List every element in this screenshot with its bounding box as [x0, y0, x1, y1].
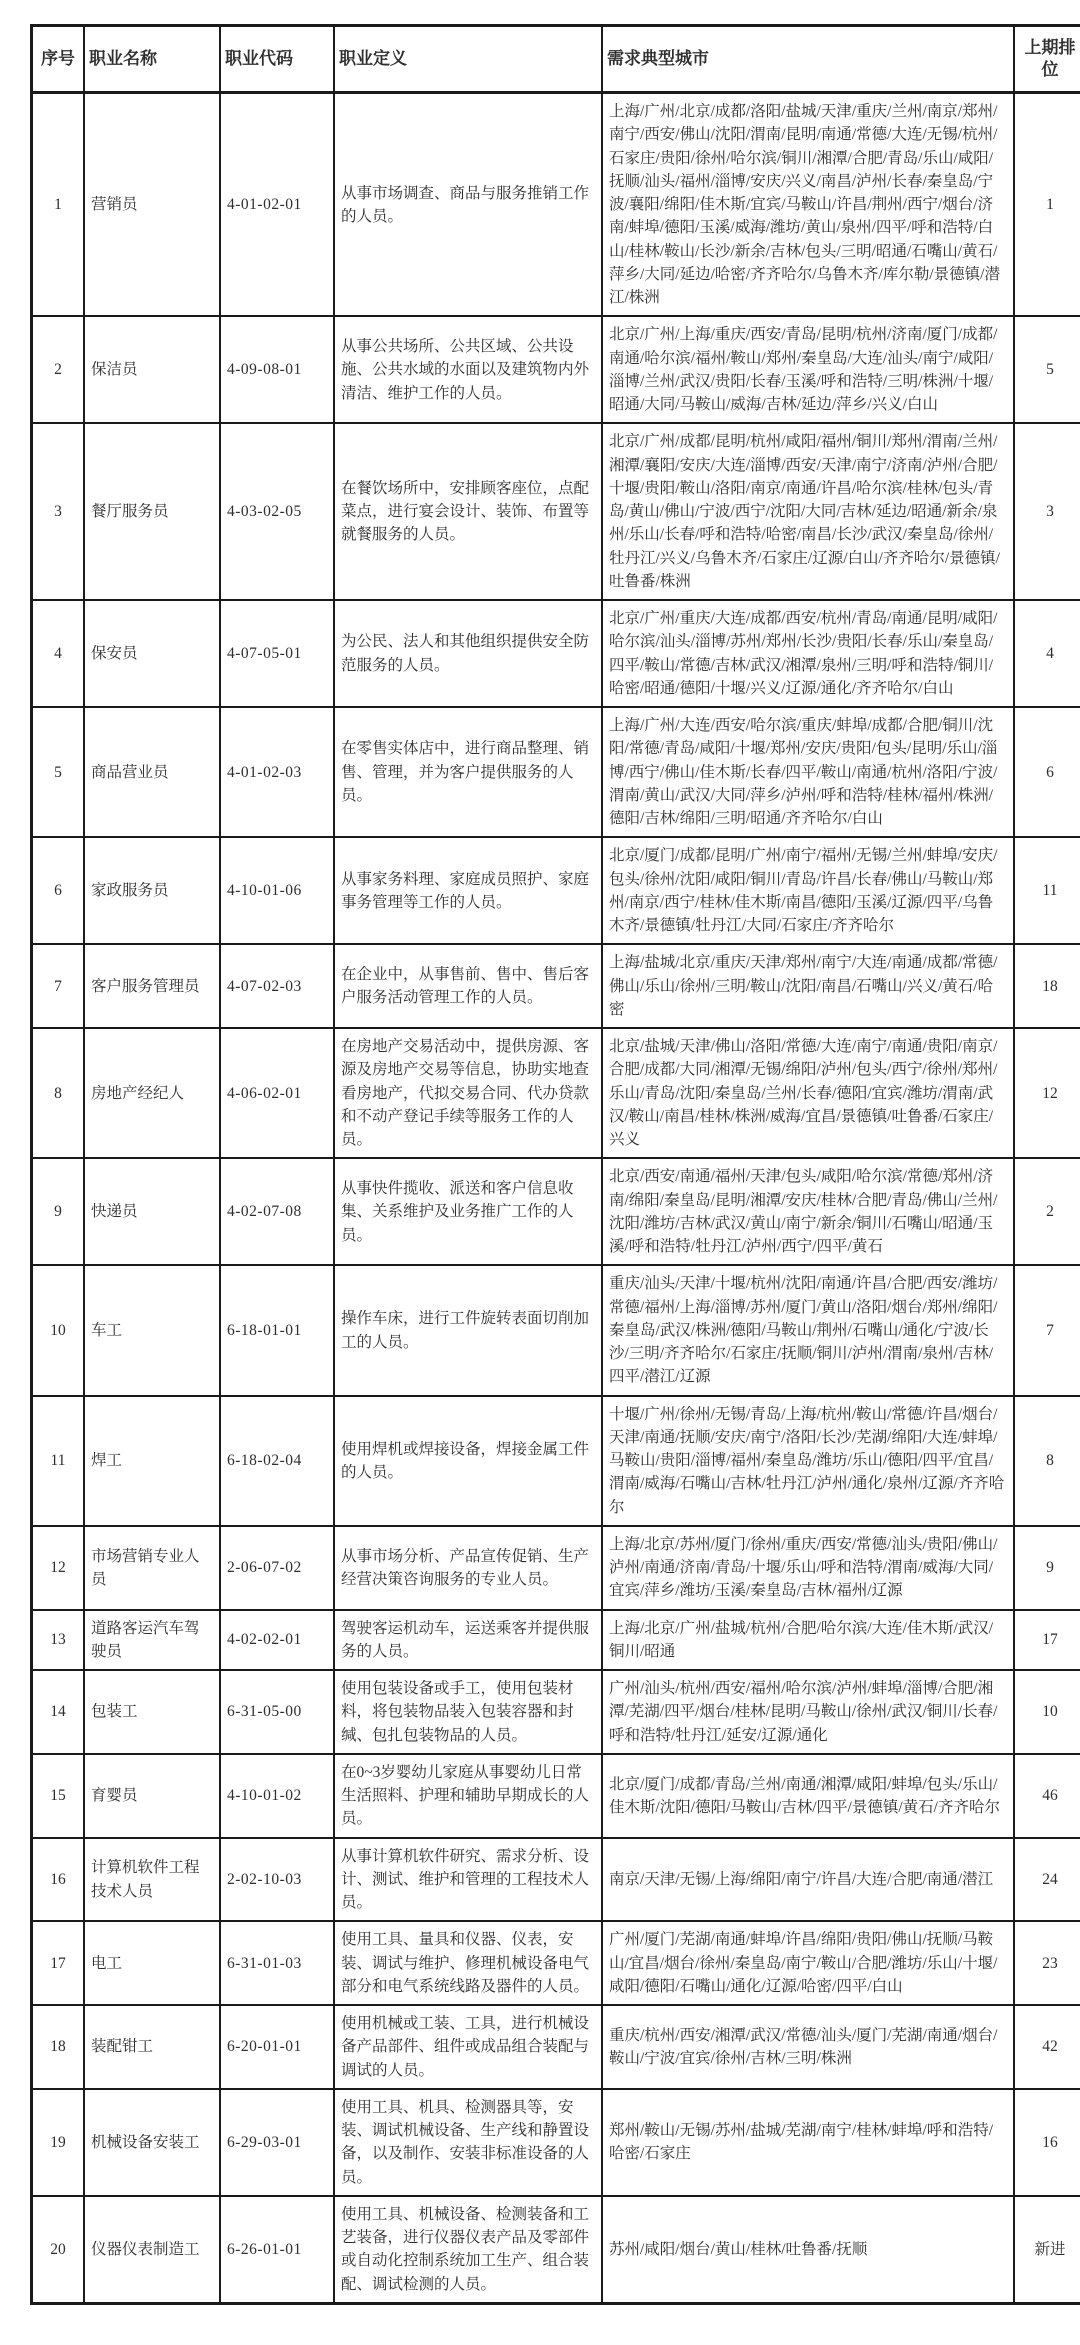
cell-code: 4-06-02-01 [220, 1028, 334, 1158]
table-row [32, 2089, 1080, 2196]
table-row [32, 1754, 1080, 1838]
cell-cities: 广州/厦门/芜湖/南通/蚌埠/许昌/绵阳/贵阳/佛山/抚顺/马鞍山/宜昌/烟台/徐州/秦皇岛/南宁/鞍山/合肥/潍坊/乐山/十堰/咸阳/德阳/石嘴山/通化/辽源/哈密/四平/白山 [602, 1921, 1014, 2005]
cell-index: 14 [32, 1670, 85, 1754]
cell-name: 客户服务管理员 [84, 944, 220, 1028]
cell-code: 6-18-01-01 [220, 1265, 334, 1395]
cell-cities: 上海/广州/北京/成都/洛阳/盐城/天津/重庆/兰州/南京/郑州/南宁/西安/佛山/沈阳/渭南/昆明/南通/常德/大连/无锡/杭州/石家庄/贵阳/徐州/哈尔滨/铜川/湘潭/合肥/青岛/乐山/咸阳/抚顺/汕头/福州/淄博/安庆/兴义/南昌/泸州/长春/秦皇岛/宁波/襄阳/绵阳/佳木斯/宜宾/马鞍山/许昌/荆州/西宁/烟台/济南/蚌埠/德阳/玉溪/威海/潍坊/黄山/泉州/四平/呼和浩特/白山/桂林/鞍山/长沙/新余/吉林/包头/三明/昭通/石嘴山/黄石/萍乡/大同/延边/哈密/齐齐哈尔/乌鲁木齐/库尔勒/景德镇/潜江/株洲 [602, 93, 1014, 317]
cell-rank: 2 [1014, 1158, 1080, 1265]
cell-definition: 在零售实体店中，进行商品整理、销售、管理，并为客户提供服务的人员。 [334, 707, 602, 837]
cell-rank: 7 [1014, 1265, 1080, 1395]
cell-code: 6-18-02-04 [220, 1396, 334, 1526]
cell-name: 装配钳工 [84, 2005, 220, 2089]
cell-rank: 42 [1014, 2005, 1080, 2089]
table-row [32, 600, 1080, 707]
cell-code: 6-20-01-01 [220, 2005, 334, 2089]
cell-code: 4-02-02-01 [220, 1610, 334, 1671]
cell-definition: 使用包装设备或手工，使用包装材料，将包装物品装入包装容器和封缄、包扎包装物品的人员。 [334, 1670, 602, 1754]
table-header [32, 26, 1080, 93]
cell-index: 7 [32, 944, 85, 1028]
cell-code: 2-02-10-03 [220, 1838, 334, 1922]
cell-rank: 11 [1014, 837, 1080, 944]
cell-index: 12 [32, 1526, 85, 1610]
cell-definition: 从事公共场所、公共区域、公共设施、公共水域的水面以及建筑物内外清洁、维护工作的人员。 [334, 316, 602, 423]
cell-index: 15 [32, 1754, 85, 1838]
cell-code: 6-29-03-01 [220, 2089, 334, 2196]
cell-code: 4-07-02-03 [220, 944, 334, 1028]
table-row [32, 1921, 1080, 2005]
cell-cities: 重庆/汕头/天津/十堰/杭州/沈阳/南通/许昌/合肥/西安/潍坊/常德/福州/上海/淄博/苏州/厦门/黄山/洛阳/烟台/郑州/绵阳/秦皇岛/武汉/株洲/德阳/马鞍山/荆州/石嘴山/通化/宁波/长沙/三明/齐齐哈尔/石家庄/抚顺/铜川/泸州/渭南/泉州/吉林/四平/潜江/辽源 [602, 1265, 1014, 1395]
cell-cities: 北京/广州/重庆/大连/成都/西安/杭州/青岛/南通/昆明/咸阳/哈尔滨/汕头/淄博/苏州/郑州/长沙/贵阳/长春/乐山/秦皇岛/四平/鞍山/常德/吉林/武汉/湘潭/泉州/三明/呼和浩特/铜川/哈密/昭通/德阳/十堰/兴义/辽源/通化/齐齐哈尔/白山 [602, 600, 1014, 707]
cell-name: 仪器仪表制造工 [84, 2196, 220, 2304]
cell-index: 11 [32, 1396, 85, 1526]
cell-index: 4 [32, 600, 85, 707]
cell-rank: 24 [1014, 1838, 1080, 1922]
cell-code: 6-31-05-00 [220, 1670, 334, 1754]
cell-code: 4-02-07-08 [220, 1158, 334, 1265]
cell-definition: 操作车床，进行工件旋转表面切削加工的人员。 [334, 1265, 602, 1395]
cell-cities: 北京/盐城/天津/佛山/洛阳/常德/大连/南宁/南通/贵阳/南京/合肥/成都/大同/湘潭/无锡/绵阳/泸州/包头/西宁/徐州/郑州/乐山/青岛/沈阳/秦皇岛/兰州/长春/德阳/宜宾/潍坊/渭南/武汉/鞍山/南昌/桂林/株洲/威海/宜昌/景德镇/吐鲁番/石家庄/兴义 [602, 1028, 1014, 1158]
cell-name: 车工 [84, 1265, 220, 1395]
cell-index: 5 [32, 707, 85, 837]
column-header-occupation-code: 职业代码 [220, 26, 334, 93]
cell-cities: 上海/北京/广州/盐城/杭州/合肥/哈尔滨/大连/佳木斯/武汉/铜川/昭通 [602, 1610, 1014, 1671]
cell-cities: 北京/厦门/成都/青岛/兰州/南通/湘潭/咸阳/蚌埠/包头/乐山/佳木斯/沈阳/德阳/马鞍山/吉林/四平/景德镇/黄石/齐齐哈尔 [602, 1754, 1014, 1838]
table-row [32, 316, 1080, 423]
cell-cities: 上海/北京/苏州/厦门/徐州/重庆/西安/常德/汕头/贵阳/佛山/泸州/南通/济南/青岛/十堰/乐山/呼和浩特/渭南/威海/大同/宜宾/萍乡/潍坊/玉溪/秦皇岛/吉林/福州/辽源 [602, 1526, 1014, 1610]
cell-name: 育婴员 [84, 1754, 220, 1838]
cell-name: 市场营销专业人员 [84, 1526, 220, 1610]
cell-definition: 从事市场分析、产品宣传促销、生产经营决策咨询服务的专业人员。 [334, 1526, 602, 1610]
table-row [32, 944, 1080, 1028]
table-row [32, 2005, 1080, 2089]
table-row [32, 93, 1080, 317]
cell-definition: 在0~3岁婴幼儿家庭从事婴幼儿日常生活照料、护理和辅助早期成长的人员。 [334, 1754, 602, 1838]
cell-name: 快递员 [84, 1158, 220, 1265]
cell-index: 9 [32, 1158, 85, 1265]
cell-name: 保洁员 [84, 316, 220, 423]
cell-name: 家政服务员 [84, 837, 220, 944]
cell-cities: 上海/广州/大连/西安/哈尔滨/重庆/蚌埠/成都/合肥/铜川/沈阳/常德/青岛/咸阳/十堰/郑州/安庆/贵阳/包头/昆明/乐山/淄博/西宁/佛山/佳木斯/长春/四平/鞍山/南通/杭州/洛阳/宁波/渭南/黄山/武汉/大同/萍乡/泸州/呼和浩特/桂林/福州/株洲/德阳/吉林/绵阳/三明/昭通/齐齐哈尔/白山 [602, 707, 1014, 837]
cell-name: 保安员 [84, 600, 220, 707]
cell-code: 6-31-01-03 [220, 1921, 334, 2005]
cell-rank: 新进 [1014, 2196, 1080, 2304]
cell-cities: 苏州/咸阳/烟台/黄山/桂林/吐鲁番/抚顺 [602, 2196, 1014, 2304]
cell-name: 焊工 [84, 1396, 220, 1526]
cell-definition: 从事市场调查、商品与服务推销工作的人员。 [334, 93, 602, 317]
table-row [32, 1028, 1080, 1158]
column-header-occupation-definition: 职业定义 [334, 26, 602, 93]
cell-cities: 广州/汕头/杭州/西安/福州/哈尔滨/泸州/蚌埠/淄博/合肥/湘潭/芜湖/四平/烟台/桂林/昆明/马鞍山/徐州/武汉/铜川/长春/呼和浩特/牡丹江/延安/辽源/通化 [602, 1670, 1014, 1754]
table-body [32, 93, 1080, 2304]
cell-definition: 在餐饮场所中，安排顾客座位，点配菜点，进行宴会设计、装饰、布置等就餐服务的人员。 [334, 423, 602, 600]
table-row [32, 1838, 1080, 1922]
cell-rank: 8 [1014, 1396, 1080, 1526]
cell-definition: 使用焊机或焊接设备，焊接金属工件的人员。 [334, 1396, 602, 1526]
cell-index: 3 [32, 423, 85, 600]
cell-definition: 从事计算机软件研究、需求分析、设计、测试、维护和管理的工程技术人员。 [334, 1838, 602, 1922]
cell-rank: 23 [1014, 1921, 1080, 2005]
cell-code: 2-06-07-02 [220, 1526, 334, 1610]
column-header-index: 序号 [32, 26, 85, 93]
cell-name: 计算机软件工程技术人员 [84, 1838, 220, 1922]
cell-definition: 在企业中，从事售前、售中、售后客户服务活动管理工作的人员。 [334, 944, 602, 1028]
cell-rank: 1 [1014, 93, 1080, 317]
cell-index: 10 [32, 1265, 85, 1395]
header-row [32, 26, 1080, 93]
cell-definition: 在房地产交易活动中，提供房源、客源及房地产交易等信息，协助实地查看房地产，代拟交易合同、代办贷款和不动产登记手续等服务工作的人员。 [334, 1028, 602, 1158]
cell-definition: 从事家务料理、家庭成员照护、家庭事务管理等工作的人员。 [334, 837, 602, 944]
table-row [32, 1265, 1080, 1395]
cell-rank: 46 [1014, 1754, 1080, 1838]
cell-code: 6-26-01-01 [220, 2196, 334, 2304]
cell-definition: 从事快件揽收、派送和客户信息收集、关系维护及业务推广工作的人员。 [334, 1158, 602, 1265]
cell-rank: 10 [1014, 1670, 1080, 1754]
cell-name: 电工 [84, 1921, 220, 2005]
cell-index: 18 [32, 2005, 85, 2089]
cell-definition: 为公民、法人和其他组织提供安全防范服务的人员。 [334, 600, 602, 707]
cell-rank: 17 [1014, 1610, 1080, 1671]
cell-name: 机械设备安装工 [84, 2089, 220, 2196]
cell-code: 4-01-02-03 [220, 707, 334, 837]
cell-rank: 3 [1014, 423, 1080, 600]
cell-cities: 北京/厦门/成都/昆明/广州/南宁/福州/无锡/兰州/蚌埠/安庆/包头/徐州/沈阳/咸阳/铜川/青岛/许昌/长春/佛山/马鞍山/郑州/南京/西宁/桂林/佳木斯/南昌/德阳/玉溪/辽源/四平/乌鲁木齐/景德镇/牡丹江/大同/石家庄/齐齐哈尔 [602, 837, 1014, 944]
cell-index: 1 [32, 93, 85, 317]
cell-definition: 使用工具、机具、检测器具等，安装、调试机械设备、生产线和静置设备，以及制作、安装非标准设备的人员。 [334, 2089, 602, 2196]
cell-name: 商品营业员 [84, 707, 220, 837]
cell-name: 道路客运汽车驾驶员 [84, 1610, 220, 1671]
cell-name: 营销员 [84, 93, 220, 317]
cell-rank: 4 [1014, 600, 1080, 707]
cell-cities: 郑州/鞍山/无锡/苏州/盐城/芜湖/南宁/桂林/蚌埠/呼和浩特/哈密/石家庄 [602, 2089, 1014, 2196]
table-row [32, 423, 1080, 600]
cell-cities: 上海/盐城/北京/重庆/天津/郑州/南宁/大连/南通/成都/常德/佛山/乐山/徐州/三明/鞍山/沈阳/南昌/石嘴山/兴义/黄石/哈密 [602, 944, 1014, 1028]
cell-name: 包装工 [84, 1670, 220, 1754]
cell-definition: 驾驶客运机动车，运送乘客并提供服务的人员。 [334, 1610, 602, 1671]
cell-rank: 6 [1014, 707, 1080, 837]
column-header-previous-rank: 上期排位 [1014, 26, 1080, 93]
cell-code: 4-09-08-01 [220, 316, 334, 423]
cell-cities: 北京/西安/南通/福州/天津/包头/咸阳/哈尔滨/常德/郑州/济南/绵阳/秦皇岛/昆明/湘潭/安庆/桂林/合肥/青岛/佛山/兰州/沈阳/潍坊/吉林/武汉/黄山/南宁/新余/铜川/石嘴山/昭通/玉溪/呼和浩特/牡丹江/泸州/西宁/四平/黄石 [602, 1158, 1014, 1265]
cell-code: 4-01-02-01 [220, 93, 334, 317]
cell-index: 8 [32, 1028, 85, 1158]
cell-cities: 北京/广州/成都/昆明/杭州/咸阳/福州/铜川/郑州/渭南/兰州/湘潭/襄阳/安庆/大连/淄博/西安/天津/南宁/济南/泸州/合肥/十堰/贵阳/鞍山/洛阳/南京/南通/许昌/哈尔滨/桂林/包头/青岛/黄山/佛山/宁波/西宁/沈阳/大同/吉林/延边/昭通/新余/泉州/乐山/长春/呼和浩特/哈密/南昌/长沙/武汉/秦皇岛/徐州/牡丹江/兴义/乌鲁木齐/石家庄/辽源/白山/齐齐哈尔/景德镇/吐鲁番/株洲 [602, 423, 1014, 600]
cell-name: 餐厅服务员 [84, 423, 220, 600]
cell-index: 13 [32, 1610, 85, 1671]
table-row [32, 707, 1080, 837]
cell-code: 4-07-05-01 [220, 600, 334, 707]
cell-code: 4-10-01-02 [220, 1754, 334, 1838]
table-row [32, 1396, 1080, 1526]
table-row [32, 1158, 1080, 1265]
cell-rank: 5 [1014, 316, 1080, 423]
table-row [32, 837, 1080, 944]
cell-index: 6 [32, 837, 85, 944]
cell-index: 16 [32, 1838, 85, 1922]
cell-cities: 北京/广州/上海/重庆/西安/青岛/昆明/杭州/济南/厦门/成都/南通/哈尔滨/福州/鞍山/郑州/秦皇岛/大连/汕头/南宁/咸阳/淄博/兰州/武汉/贵阳/长春/玉溪/呼和浩特/三明/株洲/十堰/昭通/大同/马鞍山/威海/吉林/延边/萍乡/兴义/白山 [602, 316, 1014, 423]
occupations-table [30, 24, 1080, 2305]
table-row [32, 2196, 1080, 2304]
cell-code: 4-10-01-06 [220, 837, 334, 944]
table-row [32, 1526, 1080, 1610]
cell-index: 2 [32, 316, 85, 423]
cell-rank: 12 [1014, 1028, 1080, 1158]
cell-definition: 使用工具、量具和仪器、仪表，安装、调试与维护、修理机械设备电气部分和电气系统线路及器件的人员。 [334, 1921, 602, 2005]
cell-code: 4-03-02-05 [220, 423, 334, 600]
cell-name: 房地产经纪人 [84, 1028, 220, 1158]
cell-rank: 18 [1014, 944, 1080, 1028]
cell-rank: 16 [1014, 2089, 1080, 2196]
cell-definition: 使用工具、机械设备、检测装备和工艺装备，进行仪器仪表产品及零部件或自动化控制系统加工生产、组合装配、调试检测的人员。 [334, 2196, 602, 2304]
column-header-occupation-name: 职业名称 [84, 26, 220, 93]
cell-cities: 重庆/杭州/西安/湘潭/武汉/常德/汕头/厦门/芜湖/南通/烟台/鞍山/宁波/宜宾/徐州/吉林/三明/株洲 [602, 2005, 1014, 2089]
cell-rank: 9 [1014, 1526, 1080, 1610]
cell-definition: 使用机械或工装、工具，进行机械设备产品部件、组件或成品组合装配与调试的人员。 [334, 2005, 602, 2089]
cell-index: 17 [32, 1921, 85, 2005]
column-header-demand-cities: 需求典型城市 [602, 26, 1014, 93]
cell-cities: 南京/天津/无锡/上海/绵阳/南宁/许昌/大连/合肥/南通/潜江 [602, 1838, 1014, 1922]
table-row [32, 1610, 1080, 1671]
cell-index: 19 [32, 2089, 85, 2196]
table-row [32, 1670, 1080, 1754]
cell-cities: 十堰/广州/徐州/无锡/青岛/上海/杭州/鞍山/常德/许昌/烟台/天津/南通/抚顺/安庆/南宁/洛阳/长沙/芜湖/绵阳/大连/蚌埠/马鞍山/贵阳/淄博/福州/秦皇岛/潍坊/乐山/德阳/四平/宜昌/渭南/威海/石嘴山/吉林/牡丹江/泸州/通化/泉州/辽源/齐齐哈尔 [602, 1396, 1014, 1526]
cell-index: 20 [32, 2196, 85, 2304]
